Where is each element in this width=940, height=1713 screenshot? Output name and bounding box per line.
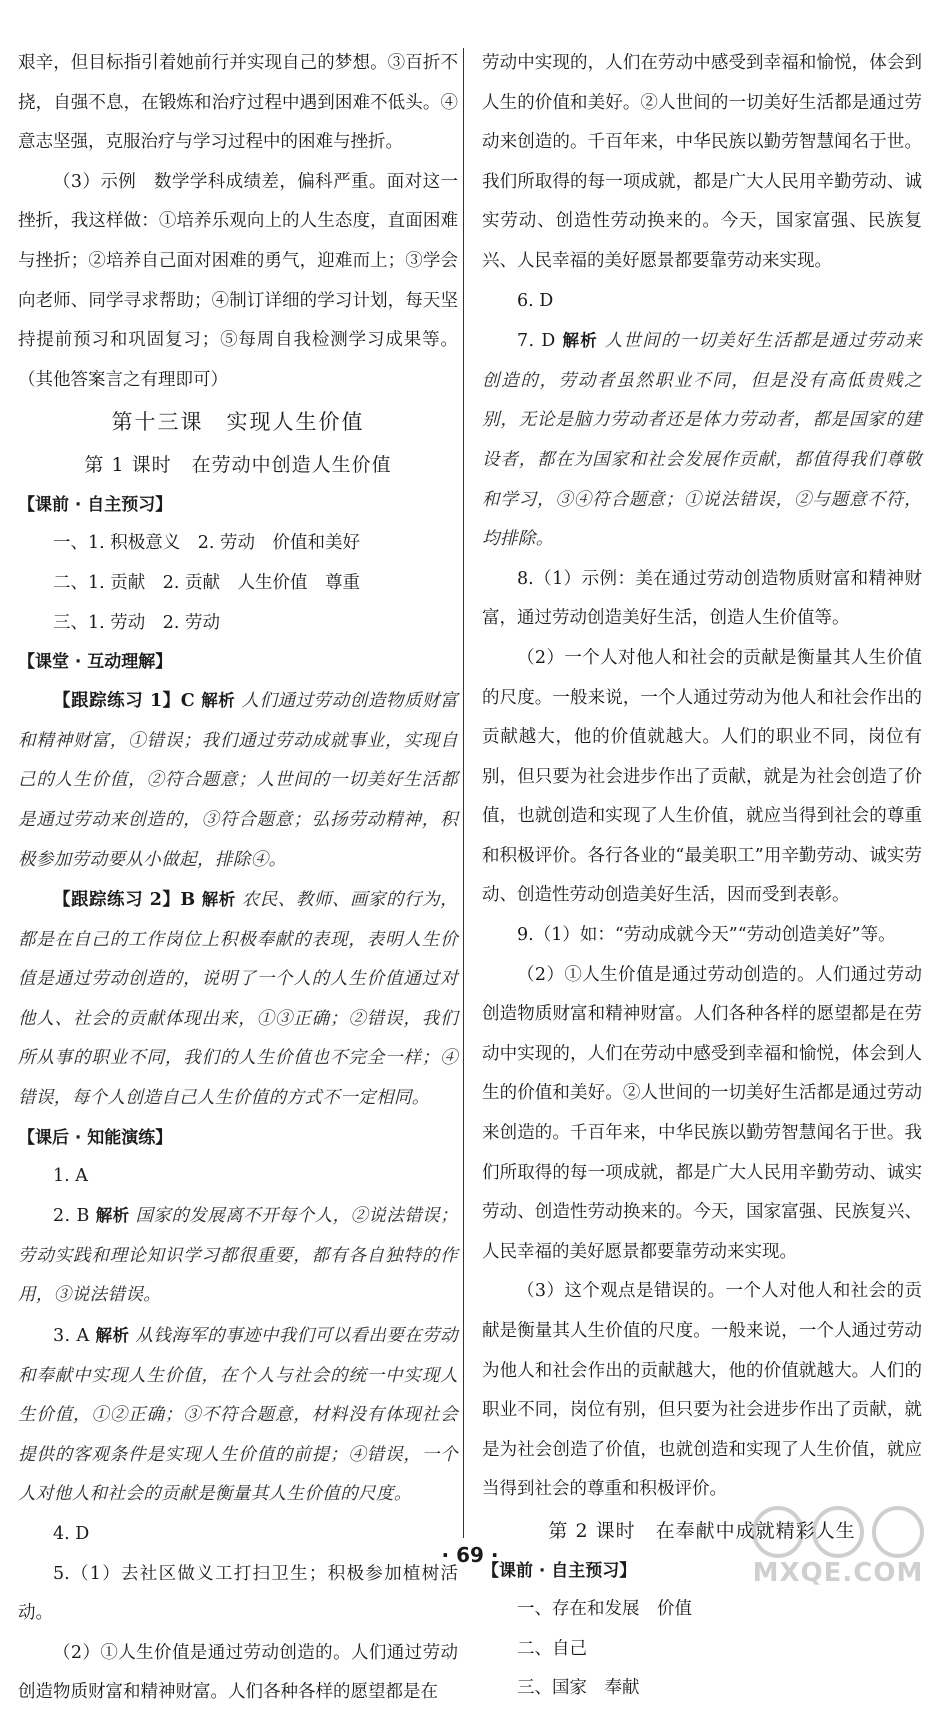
- pre-line-2: 二、1. 贡献 2. 贡献 人生价值 尊重: [53, 572, 361, 593]
- question-3: [18, 1316, 458, 1515]
- pre-line-1: 一、1. 积极意义 2. 劳动 价值和美好: [53, 533, 361, 554]
- answer-3: （3）示例 数学学科成绩差，偏科严重。面对这一挫折，我这样做：①培养乐观向上的人生态度，直面困难与挫折；②培养自己面对困难的勇气，迎难而上；③学会向老师、同学寻求帮助；④制订详细的学习计划，每天坚持提前预习和巩固复习；⑤每周自我检测学习成果等。（其他答案言之有理即可）: [18, 171, 458, 390]
- right-column: [482, 44, 922, 1709]
- track-exercise-2: [18, 880, 458, 1119]
- question-7-label: 7. D: [517, 331, 556, 352]
- question-9-part-3: （3）这个观点是错误的。一个人对他人和社会的贡献是衡量其人生价值的尺度。一般来说，一个人通过劳动为他人和社会作出的贡献越大，他的价值就越大。人们的职业不同，岗位有别，但只要为社会进步作出了贡献，就是为社会创造了价值，也就创造和实现了人生价值，就应当得到社会的尊重和积极评价。: [482, 1281, 922, 1500]
- section-in-class: 【课堂 · 互动理解】: [18, 652, 173, 673]
- question-3-analysis-keyword: 解析: [95, 1326, 130, 1346]
- question-9-part-2: （2）①人生价值是通过劳动创造的。人们通过劳动创造物质财富和精神财富。人们各种各样的愿望都是在劳动中实现的，人们在劳动中感受到幸福和愉悦，体会到人生的价值和美好。②人世间的一切美好生活都是通过劳动来创造的。千百年来，中华民族以勤劳智慧闻名于世。我们所取得的每一项成就，都是广大人民用辛勤劳动、诚实劳动、创造性劳动换来的。今天，国家富强、民族复兴、人民幸福的美好愿景都要靠劳动来实现。: [482, 964, 922, 1262]
- pre2-line-3: 三、国家 奉献: [517, 1678, 640, 1699]
- question-7: [482, 321, 922, 560]
- question-7-analysis-keyword: 解析: [562, 331, 598, 351]
- pre2-line-2: 二、自己: [517, 1638, 587, 1659]
- question-5-part-2: （2）①人生价值是通过劳动创造的。人们通过劳动创造物质财富和精神财富。人们各种各样的愿望都是在: [18, 1642, 458, 1703]
- question-8-part-1: 8.（1）示例：美在通过劳动创造物质财富和精神财富，通过劳动创造美好生活，创造人生价值等。: [482, 568, 922, 629]
- question-3-label: 3. A: [53, 1326, 90, 1347]
- track-1-body: 人们通过劳动创造物质财富和精神财富，①错误；我们通过劳动成就事业，实现自己的人生价值，②符合题意；人世间的一切美好生活都是通过劳动来创造的，③符合题意；弘扬劳动精神，积极参加劳动要从小做起，排除④。: [18, 691, 458, 870]
- column-divider: [463, 48, 464, 1538]
- question-2: [18, 1196, 458, 1316]
- track-2-label: 【跟踪练习 2】B: [53, 890, 196, 911]
- question-1: 1. A: [53, 1165, 88, 1186]
- question-7-body: 人世间的一切美好生活都是通过劳动来创造的，劳动者虽然职业不同，但是没有高低贵贱之别，无论是脑力劳动者还是体力劳动者，都是国家的建设者，都在为国家和社会发展作贡献，都值得我们尊敬和学习，③④符合题意；①说法错误，②与题意不符，均排除。: [482, 331, 922, 550]
- period-1-title: 第 1 课时 在劳动中创造人生价值: [84, 454, 392, 477]
- question-6: 6. D: [517, 290, 554, 311]
- pre2-line-1: 一、存在和发展 价值: [517, 1598, 692, 1619]
- track-2-body: 农民、教师、画家的行为，都是在自己的工作岗位上积极奉献的表现，表明人生价值是通过劳动创造的，说明了一个人的人生价值通过对他人、社会的贡献体现出来，①③正确；②错误，我们所从事的职业不同，我们的人生价值也不完全一样；④错误，每个人创造自己人生价值的方式不一定相同。: [18, 890, 458, 1109]
- question-5-part-1: 5.（1）去社区做义工打扫卫生；积极参加植树活动。: [18, 1563, 458, 1624]
- question-2-label: 2. B: [53, 1206, 90, 1227]
- pre-line-3: 三、1. 劳动 2. 劳动: [53, 612, 221, 633]
- question-3-body: 从钱海军的事迹中我们可以看出要在劳动和奉献中实现人生价值，在个人与社会的统一中实现人生价值，①②正确；③不符合题意，材料没有体现社会提供的客观条件是实现人生价值的前提；④错误，一个人对他人和社会的贡献是衡量其人生价值的尺度。: [18, 1326, 459, 1505]
- question-8-part-2: （2）一个人对他人和社会的贡献是衡量其人生价值的尺度。一般来说，一个人通过劳动为他人和社会作出的贡献越大，他的价值就越大。人们的职业不同，岗位有别，但只要为社会进步作出了贡献，就是为社会创造了价值，也就创造和实现了人生价值，就应当得到社会的尊重和积极评价。各行各业的“最美职工”用辛勤劳动、诚实劳动、创造性劳动创造美好生活，因而受到表彰。: [482, 647, 922, 906]
- section-pre-class-2: 【课前 · 自主预习】: [482, 1560, 637, 1581]
- question-2-analysis-keyword: 解析: [95, 1206, 130, 1226]
- lesson-title: 第十三课 实现人生价值: [111, 410, 365, 435]
- section-pre-class: 【课前 · 自主预习】: [18, 495, 173, 516]
- watermark-seal-icon: [748, 1502, 928, 1562]
- track-1-label: 【跟踪练习 1】C: [53, 691, 196, 712]
- section-after-class: 【课后 · 知能演练】: [18, 1127, 173, 1148]
- continued-answer-right: 劳动中实现的，人们在劳动中感受到幸福和愉悦，体会到人生的价值和美好。②人世间的一切美好生活都是通过劳动来创造的。千百年来，中华民族以勤劳智慧闻名于世。我们所取得的每一项成就，都是广大人民用辛勤劳动、诚实劳动、创造性劳动换来的。今天，国家富强、民族复兴、人民幸福的美好愿景都要靠劳动来实现。: [482, 53, 922, 271]
- track-1-analysis-keyword: 解析: [201, 691, 236, 711]
- page-number: · 69 ·: [441, 1543, 499, 1567]
- watermark-logo: [748, 1502, 928, 1594]
- question-9-part-1: 9.（1）如：“劳动成就今天”“劳动创造美好”等。: [517, 925, 896, 946]
- track-2-analysis-keyword: 解析: [201, 890, 236, 910]
- left-column: [18, 44, 458, 1713]
- watermark-text: MXQE.COM: [752, 1558, 924, 1588]
- question-4: 4. D: [53, 1524, 90, 1544]
- continued-answer: 艰辛，但目标指引着她前行并实现自己的梦想。③百折不挠，自强不息，在锻炼和治疗过程中遇到困难不低头。④意志坚强，克服治疗与学习过程中的困难与挫折。: [18, 53, 458, 153]
- period-2-title: 第 2 课时 在奉献中成就精彩人生: [548, 1519, 856, 1542]
- question-2-body: 国家的发展离不开每个人，②说法错误；劳动实践和理论知识学习都很重要，都有各自独特的作用，③说法错误。: [18, 1206, 458, 1306]
- track-exercise-1: [18, 681, 458, 880]
